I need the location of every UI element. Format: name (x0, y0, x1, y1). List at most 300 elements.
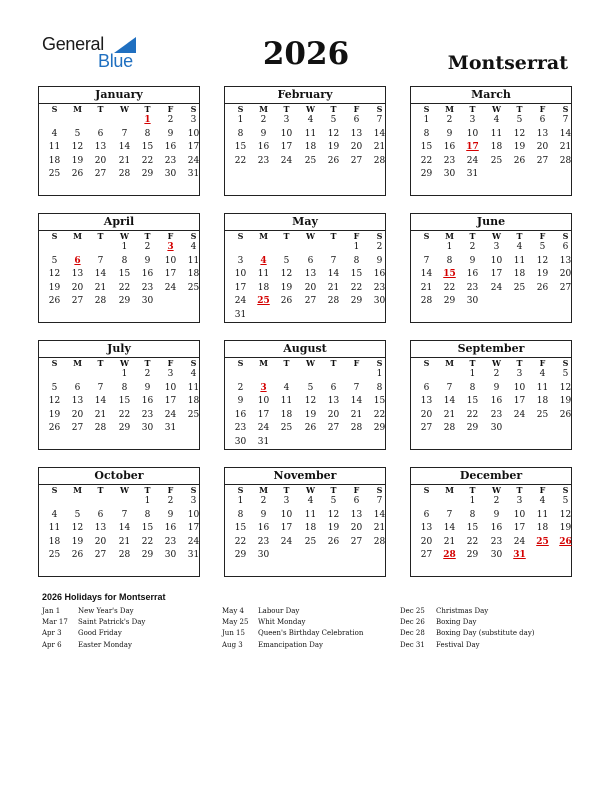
calendar-date: 5 (562, 496, 569, 506)
calendar-date: 2 (167, 496, 174, 506)
calendar-date: 2 (469, 242, 476, 252)
calendar-date: 16 (257, 523, 270, 534)
calendar-date: 18 (280, 409, 293, 420)
calendar-date: 19 (48, 282, 61, 293)
weekday-header: W (120, 358, 129, 368)
month-september (410, 340, 572, 450)
calendar-date: 2 (260, 115, 267, 125)
calendar-date: 9 (167, 128, 174, 139)
calendar-date: 9 (144, 382, 151, 393)
holiday-date-label: Jan 1 (42, 607, 61, 615)
calendar-date: 9 (376, 255, 383, 266)
calendar-date: 5 (539, 242, 546, 252)
calendar-date: 23 (490, 536, 503, 547)
calendar-date: 7 (376, 115, 383, 125)
calendar-date: 26 (513, 155, 526, 166)
calendar-date: 7 (330, 255, 337, 266)
calendar-date: 24 (280, 155, 293, 166)
holiday-date-label: Dec 28 (400, 629, 425, 638)
calendar-date: 15 (118, 396, 131, 407)
weekday-header: S (423, 104, 430, 114)
weekday-header: T (516, 231, 523, 241)
month-may (224, 213, 386, 323)
weekday-header: F (353, 358, 360, 368)
calendar-date: 31 (257, 437, 270, 447)
calendar-date: 7 (446, 382, 453, 393)
calendar-date: 26 (280, 296, 293, 307)
calendar-date: 24 (466, 155, 479, 166)
calendar-date: 2 (260, 496, 267, 506)
month-october (38, 467, 200, 577)
calendar-date: 27 (94, 169, 107, 180)
weekday-header: W (492, 231, 501, 241)
calendar-date: 2 (237, 382, 244, 393)
calendar-date: 1 (469, 496, 476, 506)
calendar-date: 28 (373, 536, 386, 547)
calendar-date: 5 (74, 509, 81, 520)
calendar-date: 13 (420, 396, 433, 407)
calendar-date: 2 (493, 369, 500, 379)
calendar-date: 20 (536, 142, 549, 153)
calendar-date: 15 (141, 142, 154, 153)
calendar-date: 18 (257, 282, 270, 293)
calendar-date: 4 (190, 242, 197, 252)
weekday-header: F (167, 104, 174, 114)
calendar-date: 27 (420, 423, 433, 434)
weekday-header: S (51, 358, 58, 368)
weekday-header: W (306, 104, 315, 114)
logo-word-general: General (42, 34, 104, 54)
calendar-date: 14 (443, 523, 456, 534)
holiday-name: Good Friday (78, 629, 122, 638)
calendar-date: 20 (71, 409, 84, 420)
calendar-date: 6 (562, 242, 569, 252)
calendar-date: 27 (559, 282, 572, 293)
weekday-header: S (562, 231, 569, 241)
calendar-date: 1 (121, 242, 128, 252)
month-november (224, 467, 386, 577)
calendar-date: 25 (304, 155, 317, 166)
calendar-date: 30 (373, 296, 386, 307)
calendar-date: 30 (164, 169, 177, 180)
month-name: April (103, 215, 135, 228)
calendar-date: 31 (466, 169, 479, 180)
weekday-header: T (330, 104, 337, 114)
calendar-date: 1 (446, 242, 453, 252)
calendar-date: 4 (516, 242, 523, 252)
calendar-date: 3 (493, 242, 500, 252)
calendar-date: 31 (187, 169, 200, 180)
calendar-date: 26 (71, 169, 84, 180)
calendar-date: 30 (141, 423, 154, 434)
calendar-date: 14 (94, 269, 107, 280)
calendar-date: 7 (446, 509, 453, 520)
holiday-date-label: Dec 31 (400, 640, 425, 649)
calendar-date: 22 (373, 409, 386, 420)
holiday-date: 1 (144, 115, 151, 125)
weekday-header: S (376, 231, 383, 241)
calendar-date: 1 (144, 496, 151, 506)
calendar-date: 14 (559, 128, 572, 139)
weekday-header: W (120, 104, 129, 114)
calendar-date: 19 (280, 282, 293, 293)
calendar-date: 7 (376, 496, 383, 506)
calendar-date: 31 (234, 310, 247, 320)
calendar-date: 7 (97, 255, 104, 266)
calendar-date: 20 (420, 409, 433, 420)
calendar-date: 3 (283, 115, 290, 125)
calendar-date: 13 (71, 269, 84, 280)
holiday-name: Easter Monday (78, 640, 132, 649)
weekday-header: W (492, 358, 501, 368)
calendar-date: 8 (144, 509, 151, 520)
weekday-header: T (144, 485, 151, 495)
weekday-header: S (562, 485, 569, 495)
calendar-date: 24 (187, 155, 200, 166)
calendar-date: 14 (373, 509, 386, 520)
weekday-header: W (492, 104, 501, 114)
calendar-date: 16 (373, 269, 386, 280)
calendar-date: 20 (304, 282, 317, 293)
calendar-date: 21 (94, 409, 107, 420)
weekday-header: T (516, 358, 523, 368)
calendar-date: 28 (373, 155, 386, 166)
calendar-date: 3 (516, 496, 523, 506)
calendar-date: 13 (327, 396, 340, 407)
month-name: June (476, 215, 506, 228)
calendar-date: 18 (536, 523, 549, 534)
calendar-date: 15 (141, 523, 154, 534)
calendar-date: 13 (420, 523, 433, 534)
calendar-date: 25 (187, 282, 200, 293)
calendar-date: 24 (187, 536, 200, 547)
weekday-header: W (120, 485, 129, 495)
calendar-date: 18 (536, 396, 549, 407)
calendar-date: 19 (327, 142, 340, 153)
calendar-date: 30 (141, 296, 154, 307)
calendar-date: 2 (376, 242, 383, 252)
weekday-header: S (423, 485, 430, 495)
calendar-date: 10 (187, 509, 200, 520)
month-name: March (471, 88, 511, 101)
calendar-date: 26 (536, 282, 549, 293)
calendar-date: 3 (237, 255, 244, 266)
calendar-date: 28 (327, 296, 340, 307)
calendar-date: 23 (164, 155, 177, 166)
weekday-header: S (237, 231, 244, 241)
calendar-date: 29 (118, 423, 131, 434)
calendar-date: 23 (257, 536, 270, 547)
calendar-date: 27 (71, 296, 84, 307)
calendar-date: 25 (280, 423, 293, 434)
weekday-header: M (73, 485, 82, 495)
calendar-date: 10 (490, 255, 503, 266)
calendar-date: 10 (164, 255, 177, 266)
weekday-header: T (516, 485, 523, 495)
calendar-date: 5 (330, 496, 337, 506)
holiday-name: Labour Day (258, 607, 300, 615)
calendar-date: 22 (420, 155, 433, 166)
holiday-date-label: Dec 25 (400, 607, 425, 615)
calendar-date: 18 (48, 536, 61, 547)
calendar-date: 13 (559, 255, 572, 266)
calendar-date: 21 (118, 536, 131, 547)
holiday-date-label: May 4 (222, 607, 244, 615)
weekday-header: S (376, 485, 383, 495)
calendar-date: 12 (327, 128, 340, 139)
calendar-date: 24 (164, 409, 177, 420)
weekday-header: T (144, 358, 151, 368)
calendar-date: 16 (490, 523, 503, 534)
calendar-date: 9 (260, 509, 267, 520)
calendar-date: 25 (513, 282, 526, 293)
calendar-date: 30 (164, 550, 177, 561)
calendar-date: 9 (469, 255, 476, 266)
calendar-date: 14 (420, 269, 433, 280)
month-name: December (459, 469, 523, 482)
calendar-date: 19 (71, 536, 84, 547)
calendar-date: 11 (304, 509, 317, 520)
calendar-date: 12 (327, 509, 340, 520)
calendar-date: 28 (118, 550, 131, 561)
calendar-date: 8 (469, 509, 476, 520)
calendar-date: 25 (187, 409, 200, 420)
holiday-date-label: Apr 3 (42, 629, 62, 638)
calendar-date: 28 (94, 296, 107, 307)
calendar-date: 17 (513, 523, 526, 534)
calendar-date: 17 (280, 523, 293, 534)
calendar-date: 12 (559, 382, 572, 393)
calendar-date: 8 (237, 509, 244, 520)
calendar-date: 29 (466, 550, 479, 561)
calendar-date: 29 (466, 423, 479, 434)
calendar-date: 9 (260, 128, 267, 139)
calendar-date: 13 (350, 128, 363, 139)
calendar-date: 11 (187, 255, 200, 266)
calendar-date: 23 (141, 282, 154, 293)
holiday-name: Festival Day (436, 640, 480, 649)
calendar-date: 1 (376, 369, 383, 379)
calendar-date: 16 (141, 396, 154, 407)
calendar-date: 29 (443, 296, 456, 307)
calendar-date: 12 (71, 523, 84, 534)
weekday-header: T (283, 231, 290, 241)
calendar-date: 19 (513, 142, 526, 153)
logo-word-blue: Blue (98, 51, 133, 71)
calendar-date: 6 (307, 255, 314, 266)
calendar-date: 7 (353, 382, 360, 393)
month-december (410, 467, 572, 577)
weekday-header: S (51, 231, 58, 241)
calendar-date: 21 (373, 523, 386, 534)
calendar-date: 26 (327, 155, 340, 166)
calendar-date: 10 (513, 509, 526, 520)
calendar-date: 24 (490, 282, 503, 293)
calendar-date: 13 (536, 128, 549, 139)
calendar-date: 28 (350, 423, 363, 434)
calendar-date: 8 (353, 255, 360, 266)
calendar-date: 17 (257, 409, 270, 420)
calendar-date: 30 (490, 550, 503, 561)
calendar-date: 27 (350, 155, 363, 166)
calendar-date: 13 (94, 523, 107, 534)
calendar-date: 19 (327, 523, 340, 534)
calendar-date: 31 (187, 550, 200, 561)
calendar-date: 20 (420, 536, 433, 547)
holiday-date-label: Dec 26 (400, 618, 425, 627)
calendar-date: 12 (48, 396, 61, 407)
weekday-header: W (120, 231, 129, 241)
weekday-header: W (306, 231, 315, 241)
calendar-date: 5 (74, 128, 81, 139)
weekday-header: T (283, 358, 290, 368)
calendar-date: 25 (490, 155, 503, 166)
calendar-date: 12 (48, 269, 61, 280)
calendar-date: 18 (48, 155, 61, 166)
calendar-date: 6 (353, 496, 360, 506)
calendar-date: 9 (493, 382, 500, 393)
calendar-date: 17 (187, 523, 200, 534)
calendar-date: 19 (536, 269, 549, 280)
holiday-date: 25 (257, 296, 270, 307)
calendar-date: 3 (167, 369, 174, 379)
calendar-date: 4 (307, 115, 314, 125)
weekday-header: F (353, 104, 360, 114)
weekday-header: W (306, 485, 315, 495)
calendar-date: 4 (51, 509, 58, 520)
holiday-name: Whit Monday (258, 618, 306, 627)
calendar-date: 27 (420, 550, 433, 561)
calendar-date: 21 (373, 142, 386, 153)
calendar-date: 9 (167, 509, 174, 520)
weekday-header: T (469, 231, 476, 241)
calendar-date: 21 (420, 282, 433, 293)
weekday-header: M (259, 358, 268, 368)
weekday-header: F (539, 358, 546, 368)
weekday-header: T (330, 358, 337, 368)
calendar-date: 16 (257, 142, 270, 153)
calendar-date: 26 (304, 423, 317, 434)
calendar-date: 10 (280, 509, 293, 520)
weekday-header: S (51, 485, 58, 495)
weekday-header: T (97, 231, 104, 241)
weekday-header: S (190, 231, 197, 241)
calendar-date: 15 (466, 396, 479, 407)
calendar-date: 11 (513, 255, 526, 266)
holiday-date: 26 (559, 536, 572, 547)
month-name: September (457, 342, 525, 355)
weekday-header: F (353, 231, 360, 241)
calendar-date: 28 (443, 423, 456, 434)
calendar-date: 10 (513, 382, 526, 393)
weekday-header: T (144, 104, 151, 114)
weekday-header: F (353, 485, 360, 495)
weekday-header: F (539, 231, 546, 241)
calendar-date: 6 (330, 382, 337, 393)
holiday-date: 4 (260, 255, 267, 266)
calendar-date: 11 (48, 142, 61, 153)
calendar-date: 16 (164, 142, 177, 153)
calendar-date: 30 (466, 296, 479, 307)
holiday-date-label: Mar 17 (42, 618, 68, 627)
calendar-date: 1 (423, 115, 430, 125)
calendar-date: 15 (234, 142, 247, 153)
weekday-header: S (376, 358, 383, 368)
calendar-date: 15 (466, 523, 479, 534)
calendar-date: 19 (559, 396, 572, 407)
calendar-date: 29 (141, 169, 154, 180)
weekday-header: T (97, 358, 104, 368)
calendar-date: 20 (350, 142, 363, 153)
calendar-date: 20 (350, 523, 363, 534)
holiday-date: 15 (443, 269, 456, 280)
calendar-date: 16 (490, 396, 503, 407)
calendar-date: 21 (559, 142, 572, 153)
calendar-date: 3 (283, 496, 290, 506)
calendar-date: 10 (280, 128, 293, 139)
weekday-header: S (562, 104, 569, 114)
weekday-header: W (306, 358, 315, 368)
calendar-date: 5 (516, 115, 523, 125)
weekday-header: T (97, 485, 104, 495)
weekday-header: T (283, 485, 290, 495)
calendar-date: 3 (190, 496, 197, 506)
calendar-date: 28 (559, 155, 572, 166)
calendar-date: 25 (304, 536, 317, 547)
holiday-name: New Year's Day (78, 607, 134, 615)
calendar-date: 23 (234, 423, 247, 434)
calendar-date: 2 (446, 115, 453, 125)
holiday-name: Queen's Birthday Celebration (258, 629, 364, 638)
calendar-date: 7 (562, 115, 569, 125)
calendar-date: 23 (490, 409, 503, 420)
calendar-date: 27 (71, 423, 84, 434)
calendar-date: 9 (144, 255, 151, 266)
weekday-header: M (259, 231, 268, 241)
calendar-date: 15 (373, 396, 386, 407)
weekday-header: T (469, 485, 476, 495)
calendar-date: 20 (327, 409, 340, 420)
weekday-header: S (562, 358, 569, 368)
country-name: Montserrat (447, 52, 568, 74)
calendar-date: 19 (559, 523, 572, 534)
calendar-date: 27 (536, 155, 549, 166)
calendar-date: 11 (257, 269, 270, 280)
calendar-date: 24 (234, 296, 247, 307)
calendar-date: 12 (280, 269, 293, 280)
calendar-date: 1 (237, 115, 244, 125)
month-name: May (292, 215, 318, 228)
calendar-date: 6 (97, 509, 104, 520)
month-july (38, 340, 200, 450)
calendar-date: 10 (164, 382, 177, 393)
weekday-header: S (237, 358, 244, 368)
weekday-header: M (445, 231, 454, 241)
weekday-header: M (73, 104, 82, 114)
calendar-date: 17 (280, 142, 293, 153)
calendar-date: 16 (234, 409, 247, 420)
month-february (224, 86, 386, 196)
calendar-date: 24 (164, 282, 177, 293)
weekday-header: W (492, 485, 501, 495)
calendar-date: 21 (327, 282, 340, 293)
calendar-date: 22 (141, 155, 154, 166)
month-name: October (94, 469, 144, 482)
calendar-date: 20 (94, 536, 107, 547)
holiday-date-label: Aug 3 (222, 640, 243, 649)
calendar-date: 22 (118, 282, 131, 293)
calendar-date: 30 (257, 550, 270, 561)
